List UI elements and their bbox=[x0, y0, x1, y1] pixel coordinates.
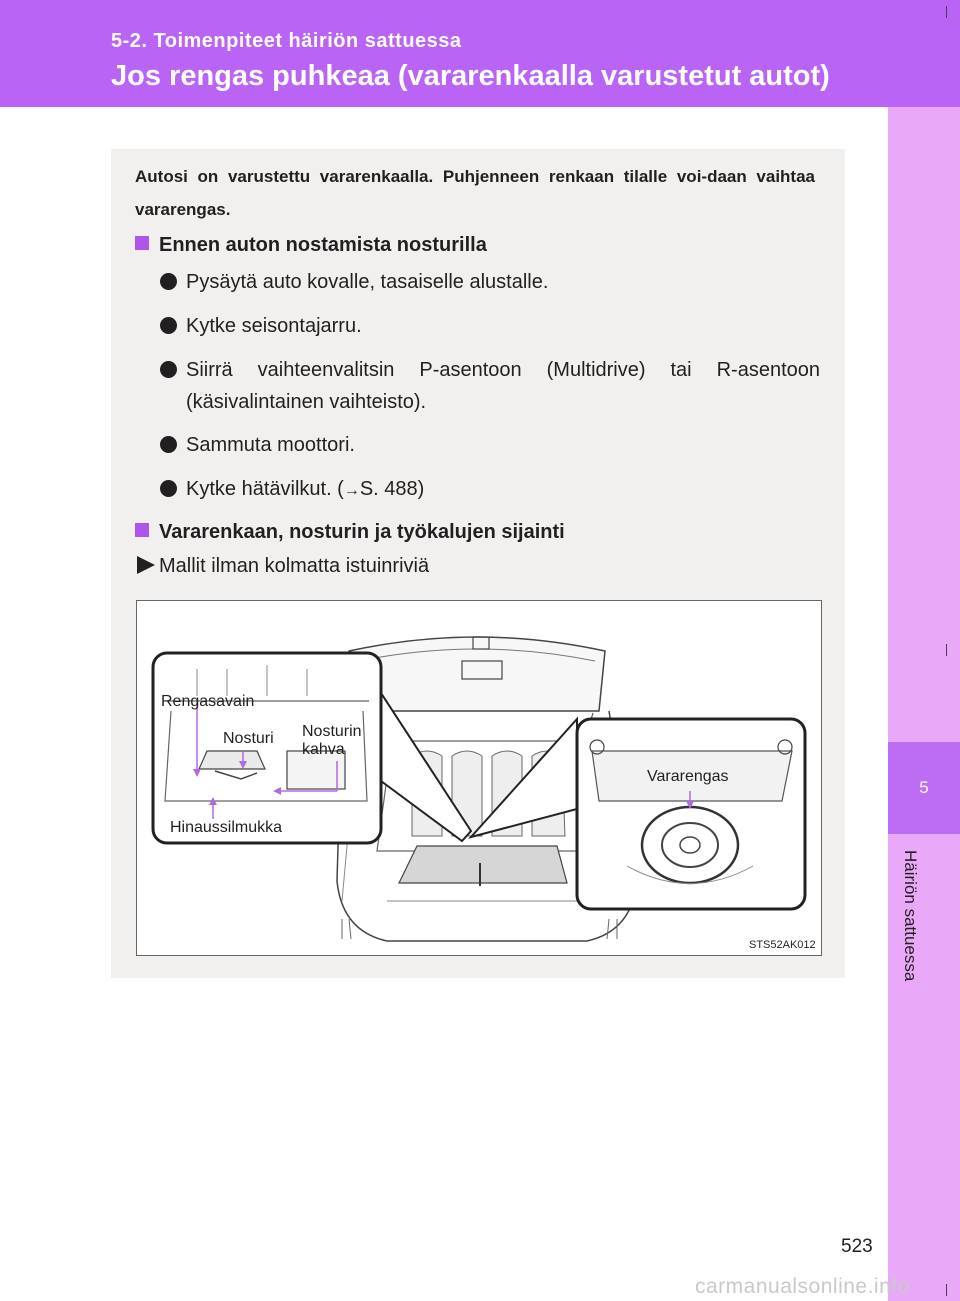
page-title: Jos rengas puhkeaa (vararenkaalla varustetut autot) bbox=[111, 60, 830, 92]
figure-code: STS52AK012 bbox=[749, 939, 816, 951]
model-variant bbox=[137, 555, 429, 578]
label-wheel-wrench: Rengasavain bbox=[161, 693, 255, 710]
heading-text: Ennen auton nostamista nosturilla bbox=[159, 234, 487, 256]
model-variant-text: Mallit ilman kolmatta istuinriviä bbox=[159, 555, 430, 577]
label-spare-tire: Vararengas bbox=[647, 768, 729, 785]
list-item: Pysäytä auto kovalle, tasaiselle alustalle. bbox=[160, 266, 820, 298]
page-number: 523 bbox=[841, 1236, 873, 1257]
chapter-name: Häiriön sattuessa bbox=[901, 850, 920, 982]
list-item bbox=[160, 473, 820, 507]
reference-text: Kytke hätävilkut. ( bbox=[186, 478, 344, 500]
square-bullet-icon bbox=[135, 523, 149, 537]
bullet-dot-icon bbox=[160, 273, 177, 290]
crop-mark bbox=[946, 644, 947, 656]
label-towing-eyelet: Hinaussilmukka bbox=[170, 819, 283, 836]
heading-before-lifting bbox=[135, 234, 487, 257]
chapter-sidebar bbox=[888, 107, 960, 1301]
bullet-dot-icon bbox=[160, 361, 177, 378]
heading-text: Vararenkaan, nosturin ja työkalujen sijainti bbox=[159, 521, 565, 543]
crop-mark bbox=[946, 6, 947, 18]
chapter-number-tab[interactable] bbox=[888, 742, 960, 834]
page-reference-link[interactable]: S. 488) bbox=[359, 478, 425, 500]
label-jack-handle: Nosturin kahva bbox=[302, 723, 362, 758]
watermark: carmanualsonline.info bbox=[695, 1275, 910, 1298]
crop-mark bbox=[946, 1284, 947, 1296]
heading-tool-locations bbox=[135, 521, 565, 544]
right-arrow-icon: → bbox=[343, 482, 360, 499]
list-item: Sammuta moottori. bbox=[160, 429, 820, 461]
label-jack: Nosturi bbox=[223, 730, 274, 747]
chapter-number: 5 bbox=[919, 778, 929, 797]
bullet-dot-icon bbox=[160, 480, 177, 497]
list-item: Siirrä vaihteenvalitsin P-asentoon (Multidrive) tai R-asentoon (käsivalintainen vaihteisto). bbox=[160, 354, 820, 418]
section-label: 5-2. Toimenpiteet häiriön sattuessa bbox=[111, 30, 462, 52]
triangle-pointer-icon bbox=[137, 556, 155, 574]
square-bullet-icon bbox=[135, 236, 149, 250]
tool-location-illustration bbox=[136, 600, 822, 956]
intro-paragraph: Autosi on varustettu vararenkaalla. Puhjenneen renkaan tilalle voi-daan vaihtaa vararengas. bbox=[135, 167, 815, 219]
list-item: Kytke seisontajarru. bbox=[160, 310, 820, 342]
page-header bbox=[0, 0, 960, 107]
bullet-dot-icon bbox=[160, 317, 177, 334]
bullet-dot-icon bbox=[160, 436, 177, 453]
